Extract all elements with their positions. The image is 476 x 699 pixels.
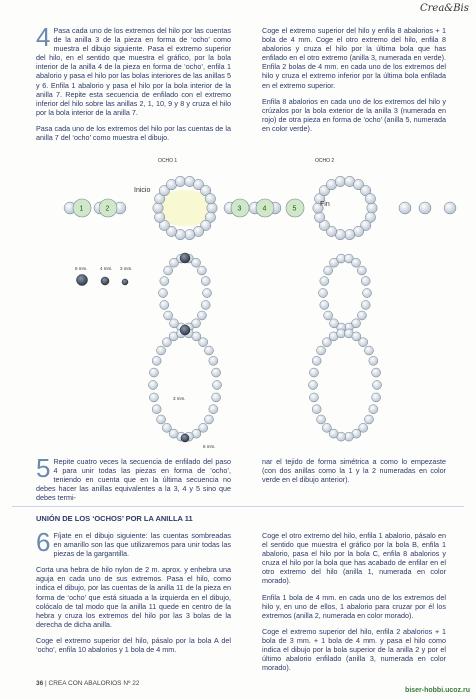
step6-paragraph-1: 6 Fíjate en el dibujo siguiente: las cuentas sombreadas en amarillo son las que utilizaremos para unir todas las piezas de la gargantilla.: [36, 527, 231, 559]
right-bottom-paragraph-3: Coge el extremo superior del hilo, enfila 2 abalorios + 1 bola de 3 mm. + 1 bola de 4 mm. y pasa el hilo como indica el dibujo por la bola superior de la anilla 2 y por el último abalorio enfilado (anilla 3, numerada en color morado).: [262, 626, 446, 673]
bead: [154, 212, 164, 222]
bead: [330, 319, 339, 328]
bead: [317, 415, 326, 424]
bead: [309, 381, 318, 390]
step4-paragraph-1: 4 Pasa cada uno de los extremos del hilo por las cuentas de la anilla 3 de la pieza en forma de ‘ocho’ como muestra el dibujo siguiente. Pasa el extremo superior del hilo, en el sentido que muestra el gráfico, por la bola interior de la anilla 4 de la pieza en forma de ‘ocho’, enfila 1 abalorio y pasa el hilo por las bolas interiores de las anillas 5 y 6. Enfila 1 abalorio y pasa el hilo por la bola interior de la anilla 7. Repite esta secuencia de enfilado con el extremo inferior del hilo sobre las anillas 2, 1, 10, 9 y 8 y cruza el hilo por la bola interior de la anilla 7.: [36, 22, 231, 117]
inicio-label: Inicio: [134, 187, 151, 194]
bead: [344, 229, 354, 239]
step5-dropcap: 5: [36, 453, 51, 483]
right-bottom-paragraph-2: Enfila 1 bola de 4 mm. en cada uno de los extremos del hilo y, en uno de ellos, 1 abalorio para cruzar por él los extremos (anilla 2, numerada en color morado).: [262, 592, 446, 620]
right-top-column: [262, 26, 446, 140]
bead: [77, 275, 88, 286]
section-divider: [12, 506, 464, 507]
bead: [367, 203, 377, 213]
ring-number: 3: [237, 205, 242, 213]
bead: [444, 202, 456, 214]
bead: [152, 356, 161, 365]
fin-label: Fin: [320, 201, 330, 208]
bead: [170, 319, 179, 328]
magazine-name: CREA CON ABALORIOS: [48, 680, 122, 687]
bead: [160, 277, 169, 286]
bead: [201, 300, 210, 309]
step6-paragraph-2: Corta una hebra de hilo nylon de 2 m. aprox. y enhebra una aguja en cada uno de sus extremos. Pasa el hilo, como indica el dibujo, por las cuentas de la anilla 11 de la pieza en forma de ‘ocho’ que está situada a la izquierda en el dibujo, colócalo de tal modo que la anilla 11 quede en centro de la hebra y cruza los extremos del hilo por las 3 bolas de la derecha de dicha anilla.: [36, 565, 231, 629]
ring-number: 4: [262, 205, 267, 213]
size-6mm-label: 6 mm.: [75, 266, 88, 271]
step6-paragraph-3: Coge el extremo superior del hilo, pásalo por la bola A del ‘ocho’, enfila 10 abalorios y 1 bola de 4 mm.: [36, 635, 231, 655]
bead: [322, 423, 331, 432]
ocho1-label: OCHO 1: [158, 158, 178, 164]
bead: [160, 300, 169, 309]
right-top-paragraph-1: Coge el extremo superior del hilo y enfila 8 abalorios + 1 bola de 4 mm. Coge el otro extremo del hilo, enfila 8 abalorios y cruza el hilo por la última bola que has enfilado en el otro extremo (anilla 3, numerada en verde). Enfila 2 bolas de 4 mm. en cada uno de los extremos del hilo y cruza el extremo inferior por la última bola enfilada en el extremo superior.: [262, 26, 446, 90]
bead: [364, 415, 373, 424]
bead: [149, 381, 158, 390]
bead: [357, 266, 366, 275]
bead: [369, 356, 378, 365]
ocho2-label: OCHO 2: [315, 158, 335, 164]
right-top-paragraph-2: Enfila 8 abalorios en cada uno de los extremos del hilo y crúzalos por la bola exterior de la anilla 3 (numerada en rojo) de otra pieza en forma de ‘ocho’ (anilla 5, numerada en color verde).: [262, 96, 446, 133]
bead: [162, 423, 171, 432]
bead: [204, 415, 213, 424]
bead: [153, 203, 163, 213]
bead: [149, 393, 158, 402]
bead: [175, 176, 185, 186]
bead: [324, 311, 333, 320]
step5-right-paragraph: nar el tejido de forma simétrica a como lo empezaste (con dos anillas como la 1 y la 2 numeradas en color verde en el dibujo anterior).: [262, 457, 446, 485]
bead: [320, 277, 329, 286]
bead: [372, 393, 381, 402]
bead: [212, 368, 221, 377]
bead: [335, 176, 345, 186]
ring-number: 2: [105, 205, 110, 213]
bead: [122, 279, 128, 285]
page-footer: 36 | CREA CON ABALORIOS Nº 22: [36, 680, 140, 687]
step5-column: [36, 453, 231, 509]
bead: [320, 300, 329, 309]
bead: [207, 203, 217, 213]
watermark: biser-hobbi.ucoz.ru: [405, 687, 470, 694]
ring-number: 5: [292, 205, 297, 213]
bead: [157, 346, 166, 355]
bead: [363, 289, 372, 298]
bead: [164, 266, 173, 275]
step6-column: [36, 527, 231, 661]
bead: [309, 393, 318, 402]
size-6mm-callout: 6 mm.: [203, 444, 216, 449]
bead: [164, 311, 173, 320]
step5-paragraph: 5 Repite cuatro veces la secuencia de enfilado del paso 4 para unir todas las piezas en forma de ‘ocho’, teniendo en cuenta que en la última secuencia no debes hacer las anillas equivalentes a la 3, 4 y 5 sino que debes termi-: [36, 453, 231, 503]
size-4mm-label: 4 mm.: [100, 266, 113, 271]
bead: [309, 368, 318, 377]
bead: [364, 346, 373, 355]
step4-dropcap: 4: [36, 22, 51, 52]
bead: [184, 229, 194, 239]
bead: [212, 393, 221, 402]
bead: [213, 381, 222, 390]
bead: [209, 405, 218, 414]
bead: [180, 253, 190, 263]
bead: [205, 194, 215, 204]
issue-number: Nº 22: [123, 680, 140, 687]
bead: [192, 258, 201, 267]
ring-number: 1: [79, 205, 84, 213]
bead: [197, 311, 206, 320]
bead: [157, 415, 166, 424]
bead: [365, 194, 375, 204]
bead: [324, 266, 333, 275]
step4-paragraph-2: Pasa cada uno de los extremos del hilo por las cuentas de la anilla 7 del ‘ocho’ como muestra el dibujo.: [36, 123, 231, 143]
beading-diagram: [10, 155, 466, 455]
bead: [201, 277, 210, 286]
bead: [209, 356, 218, 365]
magazine-logo: Crea&Bis: [420, 3, 469, 14]
bead: [361, 277, 370, 286]
bead: [319, 289, 328, 298]
step4-column: [36, 22, 231, 149]
bead: [361, 300, 370, 309]
bead: [159, 289, 168, 298]
section-title: UNIÓN DE LOS ‘OCHOS’ POR LA ANILLA 11: [36, 514, 193, 523]
bead: [317, 346, 326, 355]
step5-right-column: [262, 457, 446, 491]
right-bottom-column: [262, 531, 446, 679]
bead: [180, 325, 190, 335]
step6-dropcap: 6: [36, 527, 51, 557]
size-3mm-callout: 3 mm.: [173, 396, 186, 401]
right-bottom-paragraph-1: Coge el otro extremo del hilo, enfila 1 abalorio, pásalo en el sentido que muestra el gráfico por la bola B, enfila 1 abalorio, pasa el hilo por la bola C, enfila 8 abalorios y cruza el hilo por la bola que has acabado de enfilar en el otro extremo del hilo (anilla 1, numerada en color morado).: [262, 531, 446, 586]
size-3mm-label: 3 mm.: [120, 266, 133, 271]
bead: [312, 356, 321, 365]
bead: [204, 346, 213, 355]
bead: [101, 277, 109, 285]
bead: [419, 202, 431, 214]
bead: [357, 311, 366, 320]
bead: [203, 289, 212, 298]
bead: [199, 338, 208, 347]
page-number: 36: [36, 680, 44, 687]
bead: [197, 266, 206, 275]
bead: [369, 405, 378, 414]
bead-layer: [64, 176, 456, 442]
bead: [314, 212, 324, 222]
bead: [352, 258, 361, 267]
bead: [312, 405, 321, 414]
bead: [181, 434, 189, 442]
bead: [372, 368, 381, 377]
bead: [152, 405, 161, 414]
bead: [359, 338, 368, 347]
bead: [373, 381, 382, 390]
bead: [399, 202, 411, 214]
bead: [149, 368, 158, 377]
